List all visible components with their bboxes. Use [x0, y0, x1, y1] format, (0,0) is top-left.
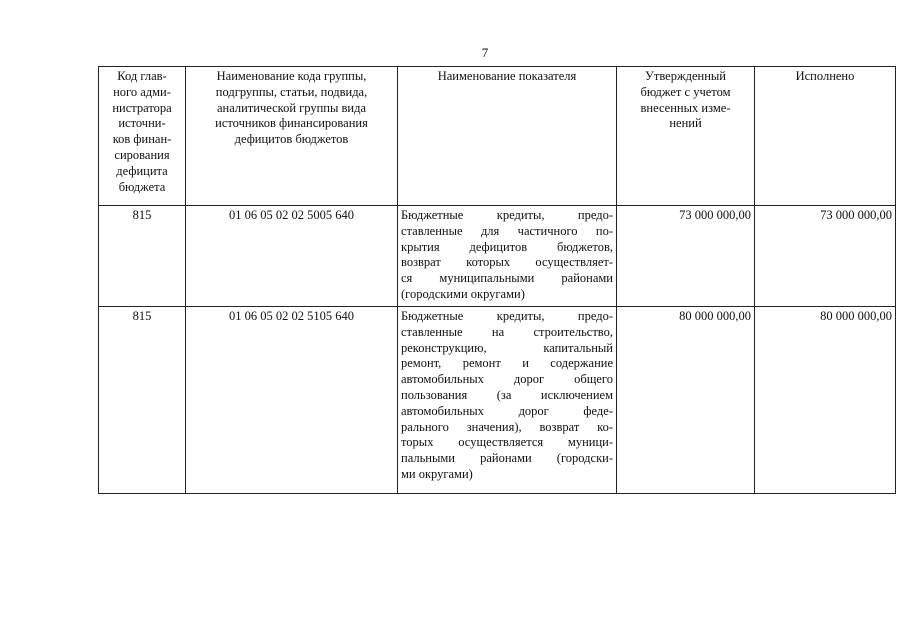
- indicator-name-cell: Бюджетные кредиты, предо- ставленные для частичного по- крытия дефицитов бюджетов, возврат которых осуществляет- ся муниципальными районами (городскими округами): [398, 206, 617, 307]
- approved-amount-cell: 80 000 000,00: [617, 307, 755, 494]
- executed-amount-cell: 73 000 000,00: [755, 206, 896, 307]
- header-approved-budget: Утвержденный бюджет с учетом внесенных изме- нений: [617, 67, 755, 206]
- page-number: 7: [481, 45, 489, 60]
- header-admin-code: Код глав- ного адми- нистратора источни- ков финан- сирования дефицита бюджета: [99, 67, 186, 206]
- admin-code-cell: 815: [99, 307, 186, 494]
- header-executed: Исполнено: [755, 67, 896, 206]
- executed-amount-cell: 80 000 000,00: [755, 307, 896, 494]
- indicator-name-cell: Бюджетные кредиты, предо- ставленные на строительство, реконструкцию, капитальный ремонт, ремонт и содержание автомобильных дорог общего пользования (за исключением автомобильных дорог феде- рального значения), возврат ко- торых осуществляется муници- пальными районами (городски- ми округами): [398, 307, 617, 494]
- approved-amount-cell: 73 000 000,00: [617, 206, 755, 307]
- group-code-cell: 01 06 05 02 02 5005 640: [186, 206, 398, 307]
- table-header-row: [99, 67, 896, 206]
- admin-code-cell: 815: [99, 206, 186, 307]
- group-code-cell: 01 06 05 02 02 5105 640: [186, 307, 398, 494]
- header-group-code: Наименование кода группы, подгруппы, статьи, подвида, аналитической группы вида источников финансирования дефицитов бюджетов: [186, 67, 398, 206]
- table-row: [99, 307, 896, 494]
- table-row: [99, 206, 896, 307]
- header-indicator-name: Наименование показателя: [398, 67, 617, 206]
- budget-sources-table: [98, 66, 896, 494]
